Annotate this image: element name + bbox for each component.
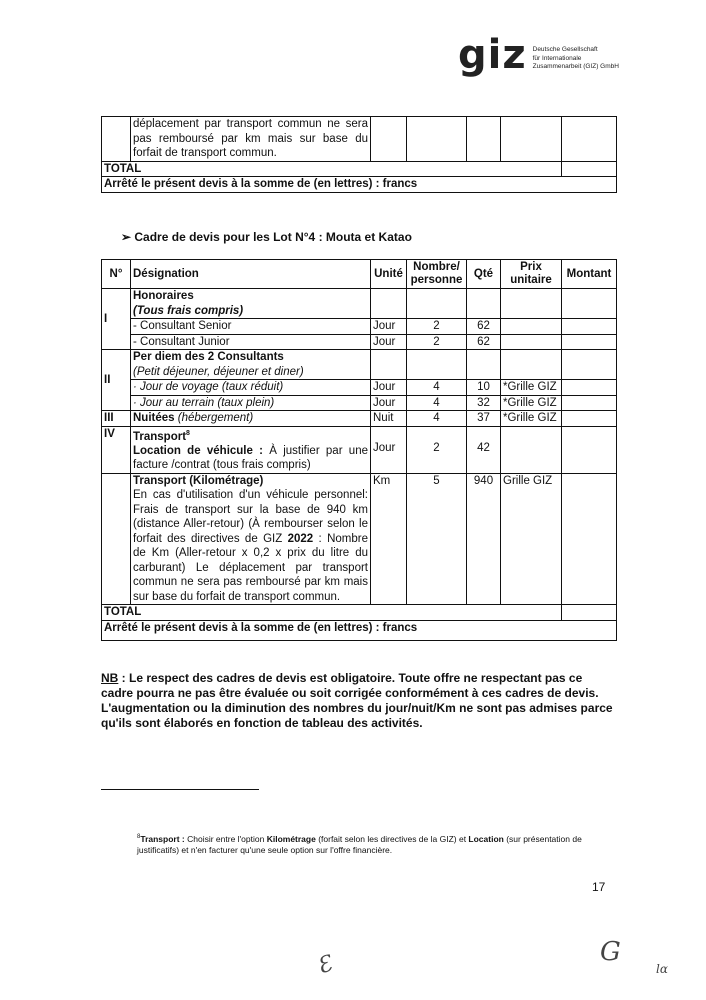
unite-cell: Km	[371, 473, 407, 605]
total-label: TOTAL	[102, 161, 562, 177]
header-nombre: Nombre/ personne	[407, 260, 467, 289]
table-row	[102, 319, 617, 335]
previous-quote-table-end	[101, 116, 617, 193]
nombre-cell: 4	[407, 395, 467, 411]
designation-cell: - Consultant Junior	[131, 334, 371, 350]
arrete-label: Arrêté le présent devis à la somme de (en lettres) : francs	[102, 177, 617, 193]
transport-title: Transport	[133, 430, 187, 443]
prix-cell: *Grille GIZ	[501, 395, 562, 411]
montant-cell	[562, 395, 617, 411]
header-montant: Montant	[562, 260, 617, 289]
footnote-separator	[101, 789, 259, 790]
unite-cell: Jour	[371, 319, 407, 335]
table-row	[102, 334, 617, 350]
logo-line-3: Zusammenarbeit (GIZ) GmbH	[532, 63, 619, 70]
footnote-mark: 8	[137, 834, 141, 840]
designation-cell: · Jour au terrain (taux plein)	[131, 395, 371, 411]
unite-cell: Nuit	[371, 411, 407, 427]
perdiem-title-cell	[131, 350, 371, 380]
prix-cell: *Grille GIZ	[501, 380, 562, 396]
header-designation: Désignation	[131, 260, 371, 289]
transport-location-cell	[131, 426, 371, 473]
transport-title-line	[133, 427, 368, 444]
handwritten-initial-1: Ɛ	[314, 951, 336, 980]
qte-cell: 940	[467, 473, 501, 605]
unite-cell: Jour	[371, 426, 407, 473]
honoraires-title-cell	[131, 289, 371, 319]
qte-cell: 42	[467, 426, 501, 473]
giz-logo	[458, 32, 619, 78]
footnote-text-b: (forfait selon les directives de la GIZ) et	[315, 833, 469, 844]
km-text-bold: 2022	[287, 532, 314, 545]
table-row	[102, 380, 617, 396]
nb-label: NB	[101, 671, 119, 685]
km-text-a: En cas d'utilisation d'un véhicule personnel: Frais de transport sur la base de 940 km (distance Aller-retour) (À rembourser selon le forfait des directives de GIZ	[133, 489, 368, 545]
unite-cell: Jour	[371, 395, 407, 411]
footnote-kilometrage: Kilométrage	[266, 833, 316, 844]
nombre-cell: 4	[407, 380, 467, 396]
qte-cell: 10	[467, 380, 501, 396]
page-number: 17	[592, 880, 606, 894]
montant-cell	[562, 319, 617, 335]
nombre-cell: 2	[407, 319, 467, 335]
prix-cell	[501, 319, 562, 335]
table-row	[102, 411, 617, 427]
honoraires-subtitle: (Tous frais compris)	[133, 304, 244, 317]
table-row	[102, 473, 617, 605]
nuitees-title: Nuitées	[133, 412, 175, 424]
qte-cell: 62	[467, 319, 501, 335]
prix-cell: *Grille GIZ	[501, 411, 562, 427]
logo-line-1: Deutsche Gesellschaft	[532, 46, 598, 53]
transport-km-cell	[131, 473, 371, 605]
nb-note	[101, 671, 616, 731]
montant-cell	[562, 334, 617, 350]
nb-text: : Le respect des cadres de devis est obligatoire. Toute offre ne respectant pas ce cadre pourra ne pas être évaluée ou soit corrigée conformément à ces cadres de devis. L'augmentation ou la diminution des nombres du jour/nuit/Km ne sont pas admises parce qu'ils sont élaborés en fonction de tableau des activités.	[101, 671, 613, 730]
footnote-text-a: Choisir entre l'option	[184, 833, 267, 844]
header-num: N°	[102, 260, 131, 289]
nombre-cell: 2	[407, 334, 467, 350]
handwritten-initial-3: lα	[656, 962, 668, 976]
row-num-iii: III	[102, 411, 131, 427]
header-unite: Unité	[371, 260, 407, 289]
honoraires-title: Honoraires	[133, 290, 194, 302]
designation-cell: · Jour de voyage (taux réduit)	[131, 380, 371, 396]
km-title: Transport (Kilométrage)	[133, 474, 264, 487]
montant-cell	[562, 380, 617, 396]
qte-cell: 62	[467, 334, 501, 350]
continued-text: déplacement par transport commun ne sera pas remboursé par km mais sur base du forfait de transport commun.	[131, 117, 371, 162]
nuitees-cell	[131, 411, 371, 427]
row-num-i: I	[102, 289, 131, 350]
qte-cell: 37	[467, 411, 501, 427]
footnote-label: Transport :	[140, 833, 185, 844]
designation-cell: - Consultant Senior	[131, 319, 371, 335]
row-num-ii: II	[102, 350, 131, 411]
perdiem-title: Per diem des 2 Consultants	[133, 351, 284, 363]
footnote	[137, 832, 615, 856]
header-prix: Prix unitaire	[501, 260, 562, 289]
nombre-cell: 2	[407, 426, 467, 473]
logo-mark: giz	[458, 32, 527, 78]
quote-table-lot-4	[101, 259, 617, 641]
location-text: À justifier par une facture /contrat (tous frais compris)	[133, 444, 368, 472]
table-row	[102, 426, 617, 473]
table-row	[102, 395, 617, 411]
arrete-label: Arrêté le présent devis à la somme de (en lettres) : francs	[102, 620, 617, 640]
footnote-location: Location	[468, 833, 504, 844]
km-text-b: : Nombre de Km (Aller-retour x 0,2 x prix du litre du carburant) Le déplacement par transport commun ne sera pas remboursé par km mais sur base du forfait de transport commun.	[133, 532, 368, 603]
footnote-ref: 8	[186, 429, 190, 437]
unite-cell: Jour	[371, 334, 407, 350]
total-value	[562, 161, 617, 177]
row-num-iv: IV	[102, 426, 131, 473]
logo-line-2: für Internationale	[532, 54, 582, 62]
prix-cell	[501, 334, 562, 350]
footnote-text-c: (sur présentation de justificatifs) et n'en facturer qu'une seule option sur l'offre financière.	[137, 833, 582, 855]
unite-cell: Jour	[371, 380, 407, 396]
nombre-cell: 5	[407, 473, 467, 605]
nuitees-subtitle: (hébergement)	[177, 412, 254, 424]
qte-cell: 32	[467, 395, 501, 411]
perdiem-subtitle: (Petit déjeuner, déjeuner et diner)	[133, 365, 304, 378]
section-title: ➢ Cadre de devis pour les Lot N°4 : Mouta et Katao	[121, 230, 412, 244]
logo-text	[533, 46, 619, 72]
header-qte: Qté	[467, 260, 501, 289]
prix-cell: Grille GIZ	[501, 473, 562, 605]
total-label: TOTAL	[102, 605, 562, 621]
handwritten-initial-2: G	[600, 937, 621, 967]
montant-cell	[562, 411, 617, 427]
location-label: Location de véhicule :	[133, 444, 263, 457]
nombre-cell: 4	[407, 411, 467, 427]
total-value	[562, 605, 617, 621]
